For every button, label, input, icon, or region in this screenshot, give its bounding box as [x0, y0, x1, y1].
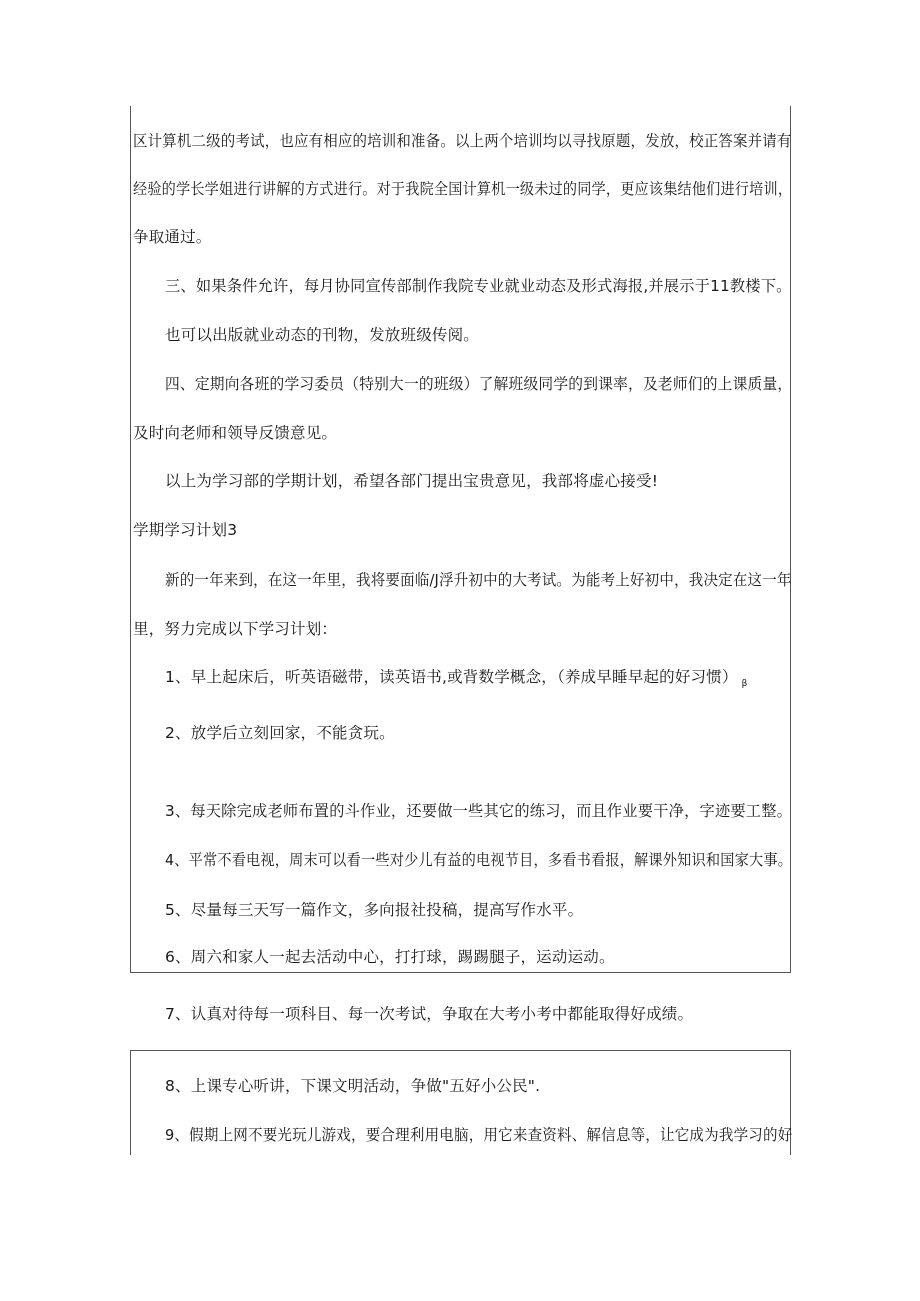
paragraph-line: 争取通过。 [133, 228, 212, 246]
list-item: 6、周六和家人一起去活动中心，打打球，踢踢腿子，运动运动。 [165, 948, 615, 966]
block1-left-border [130, 106, 131, 972]
list-item: 2、放学后立刻回家，不能贪玩。 [165, 724, 395, 742]
section-heading: 学期学习计划3 [133, 521, 238, 539]
list-item-text: 1、早上起床后，听英语磁带，读英语书,或背数学概念，（养成早睡早起的好习惯） [165, 668, 738, 686]
block1-right-border [790, 106, 791, 972]
list-item [165, 667, 748, 694]
list-item: 3、每天除完成老师布置的斗作业，还要做一些其它的练习，而且作业要干净，字迹要工整。 [165, 802, 793, 820]
paragraph-line: 四、定期向各班的学习委员（特别大一的班级）了解班级同学的到课率，及老师们的上课质量， [165, 375, 793, 393]
list-item: 7、认真对待每一项科目、每一次考试，争取在大考小考中都能取得好成绩。 [165, 1005, 694, 1023]
list-item: 9、假期上网不要光玩儿游戏，要合理利用电脑，用它来查资料、解信息等，让它成为我学习的好 [165, 1126, 793, 1144]
paragraph-line: 及时向老师和领导反馈意见。 [133, 424, 338, 442]
paragraph-line: 新的一年来到，在这一年里，我将要面临/J浮升初中的大考试。为能考上好初中，我决定在这一年 [165, 571, 792, 589]
block2-left-border [130, 1050, 131, 1155]
paragraph-line: 经验的学长学姐进行讲解的方式进行。对于我院全国计算机一级未过的同学，更应该集结他们进行培训， [133, 180, 793, 198]
paragraph-line: 区计算机二级的考试，也应有相应的培训和准备。以上两个培训均以寻找原题，发放，校正答案并请有 [133, 132, 792, 150]
stray-mark: β [741, 679, 748, 689]
block1-bottom-border [130, 972, 791, 973]
block2-top-border [130, 1050, 791, 1051]
list-item: 4、平常不看电视，周末可以看一些对少儿有益的电视节目，多看书看报，解课外知识和国家大事。 [165, 851, 793, 869]
paragraph-line: 三、如果条件允许，每月协同宣传部制作我院专业就业动态及形式海报,并展示于11教楼下。 [165, 277, 792, 295]
list-item: 8、上课专心听讲，下课文明活动，争做"五好小公民". [165, 1077, 541, 1095]
list-item: 5、尽量每三天写一篇作文，多向报社投稿，提高写作水平。 [165, 901, 584, 919]
paragraph-line: 里，努力完成以下学习计划： [133, 620, 338, 638]
paragraph-line: 也可以出版就业动态的刊物，发放班级传阅。 [165, 326, 480, 344]
paragraph-line: 以上为学习部的学期计划，希望各部门提出宝贵意见，我部将虚心接受! [165, 472, 659, 490]
